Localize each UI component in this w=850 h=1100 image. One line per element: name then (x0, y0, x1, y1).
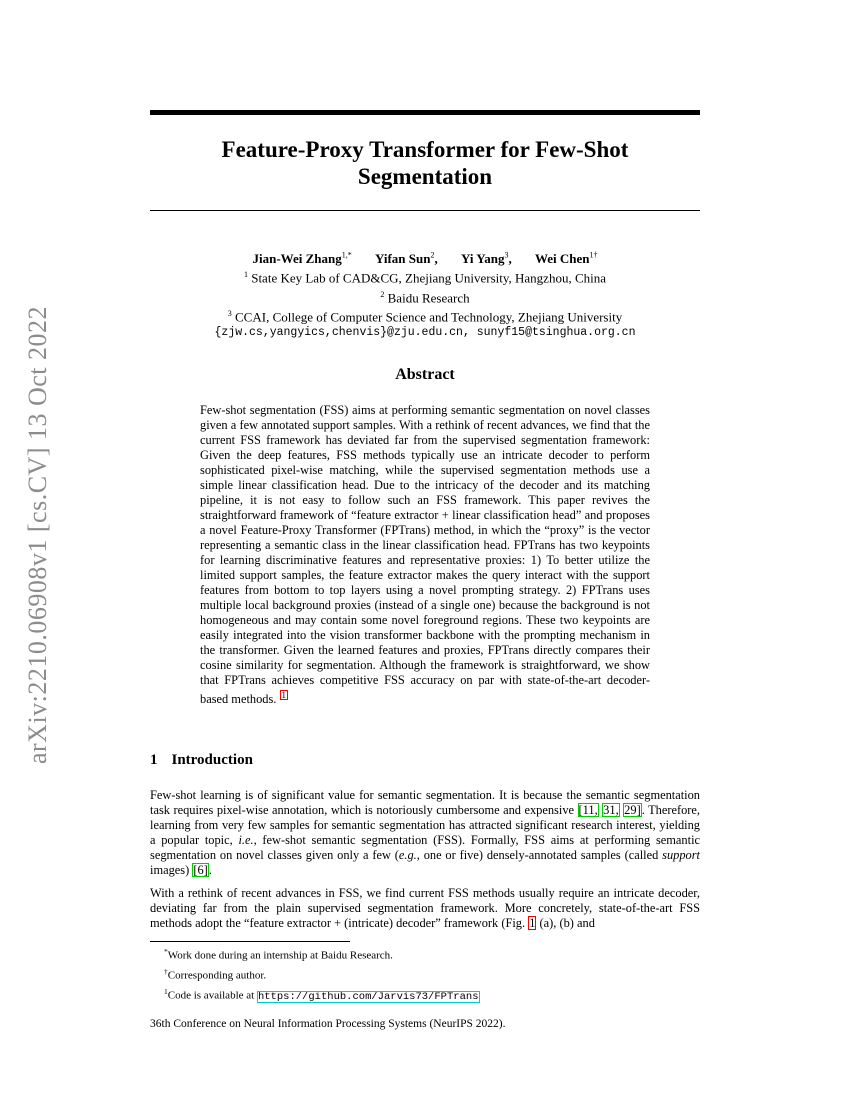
author-names (150, 248, 700, 267)
paper-title (150, 136, 700, 190)
author: Wei Chen$^{1\dagger}$ (534, 251, 598, 267)
abstract-heading: Abstract (395, 366, 455, 383)
figure-reference-link[interactable]: 1 (529, 916, 536, 930)
intro-paragraph-2: With a rethink of recent advances in FSS, we find current FSS methods usually require an intricate decoder, deviating far from the plain supervised segmentation framework. More concretely, state-of-the-art FSS methods adopt the “feature extractor + (intricate) decoder” framework (Fig. 1 (a), (b) and (150, 886, 700, 930)
arxiv-identifier (18, 290, 58, 780)
citation-link[interactable]: 31, (603, 803, 619, 817)
citation-link[interactable]: [6] (193, 863, 208, 877)
title-bottom-rule (150, 210, 700, 211)
arxiv-identifier-text: arXiv:2210.06908v1 [cs.CV] 13 Oct 2022 (23, 305, 52, 765)
footnotes (164, 944, 704, 1005)
title-top-rule (150, 110, 700, 115)
author-emails: {zjw.cs,yangyics,chenvis}@zju.edu.cn, sunyf15@tsinghua.org.cn (214, 326, 636, 340)
author: Yifan Sun$^2$, (374, 251, 438, 267)
title-line-1: Feature-Proxy Transformer for Few-Shot (221, 137, 629, 162)
author: Jian-Wei Zhang$^{1,*}$ (252, 251, 352, 267)
footnote: †Corresponding author. (164, 967, 267, 982)
conference-venue: 36th Conference on Neural Information Processing Systems (NeurIPS 2022). (150, 1018, 506, 1030)
footnote: *Work done during an internship at Baidu Research. (164, 947, 393, 962)
intro-paragraph-1: Few-shot learning is of significant value for semantic segmentation. It is because the semantic segmentation task requires pixel-wise annotation, which is notoriously cumbersome and expensive [11, 31, 29]. Therefore, learning from very few samples for semantic segmentation has attracted significant research interest, yielding a popular topic, i.e., few-shot semantic segmentation (FSS). Formally, FSS aims at performing semantic segmentation on novel classes given only a few (e.g., one or five) densely-annotated samples (called support images) [6]. (150, 788, 701, 877)
footnote-rule (150, 941, 350, 942)
affiliation: $^2$ Baidu Research (380, 289, 470, 305)
section-heading-introduction: 1 Introduction (150, 752, 253, 768)
affiliation: $^3$ CCAI, College of Computer Science and Technology, Zhejiang University (227, 308, 623, 325)
code-repository-link[interactable]: https://github.com/Jarvis73/FPTrans (257, 990, 479, 1003)
affiliation: $^1$ State Key Lab of CAD&CG, Zhejiang University, Hangzhou, China (243, 270, 607, 286)
author: Yi Yang$^3$, (460, 251, 512, 267)
author-block (150, 248, 700, 341)
citation-link[interactable]: [11, (578, 803, 598, 817)
abstract-body: Few-shot segmentation (FSS) aims at performing semantic segmentation on novel classes given a few annotated support samples. With a rethink of recent advances, we find that the current FSS framework has deviated far from the supervised segmentation framework: Given the deep features, FSS methods typically use an intricate decoder to perform sophisticated pixel-wise matching, while the supervised segmentation methods use a simple linear classification head. Due to the intricacy of the decoder and its matching pipeline, it is not easy to follow such an FSS framework. This paper revives the straightforward framework of “feature extractor + linear classification head” and proposes a novel Feature-Proxy Transformer (FPTrans) method, in which the “proxy” is the vector representing a semantic class in the linear classification head. FPTrans has two keypoints for learning discriminative features and representative proxies: 1) To better utilize the limited support samples, the feature extractor makes the query interact with the support features from bottom to top layers using a novel prompting strategy. 2) FPTrans uses multiple local background proxies (instead of a single one) because the background is not homogeneous and may contain some novel foreground regions. These two keypoints are easily integrated into the vision transformer backbone with the prompting mechanism in the transformer. Given the learned features and proxies, FPTrans directly compares their cosine similarity for segmentation. Although the framework is straightforward, we show that FPTrans achieves competitive FSS accuracy on par with state-of-the-art decoder-based methods. $^1$ (200, 403, 650, 707)
title-line-2: Segmentation (357, 164, 493, 189)
abstract-footnote-link[interactable]: 1 (281, 690, 287, 700)
footnote: $^1$Code is available at https://github.com/Jarvis73/FPTrans (164, 987, 479, 1003)
citation-link[interactable]: 29] (624, 803, 641, 817)
